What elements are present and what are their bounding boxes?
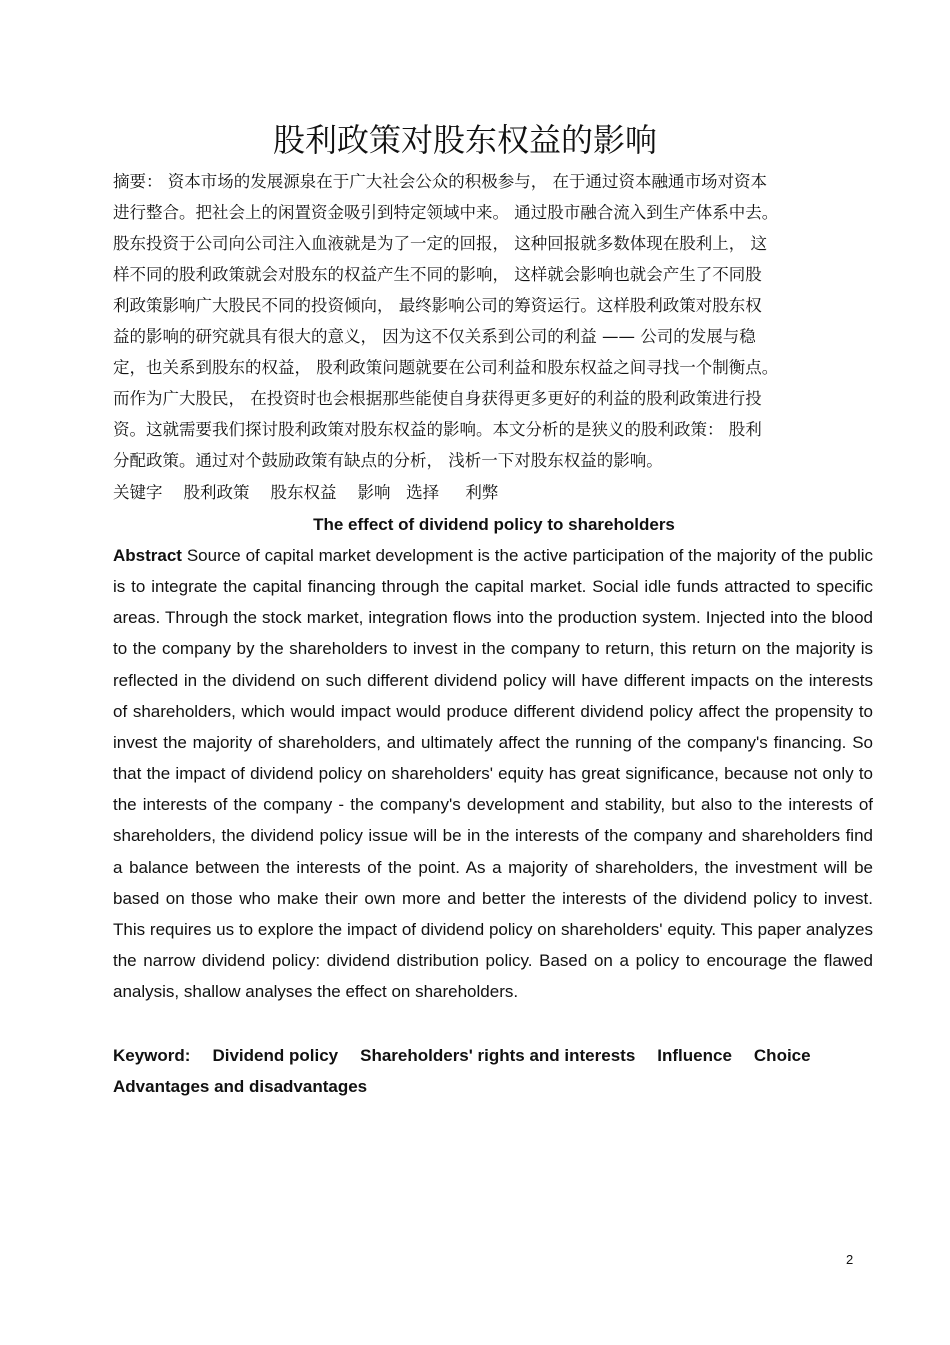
chinese-abstract-line: 定，也关系到股东的权益， 股利政策问题就要在公司利益和股东权益之间寻找一个制衡点。 <box>113 358 779 377</box>
chinese-abstract-line: 而作为广大股民， 在投资时也会根据那些能使自身获得更多更好的利益的股利政策进行投 <box>113 389 762 408</box>
abstract-label: Abstract <box>113 546 182 565</box>
chinese-abstract-line: 利政策影响广大股民不同的投资倾向， 最终影响公司的筹资运行。这样股利政策对股东权 <box>113 296 762 315</box>
keyword-label: Keyword: <box>113 1046 191 1065</box>
keyword-item: Choice <box>753 1046 811 1065</box>
chinese-abstract-line: 股东投资于公司向公司注入血液就是为了一定的回报， 这种回报就多数体现在股利上， 这 <box>113 234 767 253</box>
keyword-item: Advantages and disadvantages <box>113 1077 368 1096</box>
english-title: The effect of dividend policy to shareholders <box>313 515 675 534</box>
chinese-abstract-line: 益的影响的研究就具有很大的意义， 因为这不仅关系到公司的利益 —— 公司的发展与稳 <box>113 327 756 346</box>
keyword-item: Dividend policy <box>212 1046 339 1065</box>
page-number: 2 <box>846 1252 854 1267</box>
chinese-abstract <box>113 166 873 476</box>
chinese-abstract-line: 分配政策。通过对个鼓励政策有缺点的分析， 浅析一下对股东权益的影响。 <box>113 451 663 470</box>
keyword-item: Shareholders' rights and interests <box>360 1046 636 1065</box>
chinese-title: 股利政策对股东权益的影响 <box>272 121 657 159</box>
chinese-abstract-line: 摘要： 资本市场的发展源泉在于广大社会公众的积极参与， 在于通过资本融通市场对资本 <box>113 172 767 191</box>
keyword-item: Influence <box>657 1046 732 1065</box>
english-keywords <box>113 1040 873 1102</box>
abstract-text: Source of capital market development is the active participation of the majority of the public is to integrate the capital financing through the capital market. Social idle funds attracted to specific areas. Through the stock market, integration flows into the production system. Injected into the blood to the company by the shareholders to invest in the company to return, this return on the majority is reflected in the dividend on such different dividend policy will have different impacts on the interests of shareholders, which would impact would produce different dividend policy affect the propensity to invest the majority of shareholders, and ultimately affect the running of the company's financing. So that the impact of dividend policy on shareholders' equity has great significance, because not only to the interests of the company - the company's development and stability, but also to the interests of shareholders, the dividend policy issue will be in the interests of the company and shareholders find a balance between the interests of the point. As a majority of shareholders, the investment will be based on those who make their own more and better the interests of the dividend policy to invest. This requires us to explore the impact of dividend policy on shareholders' equity. This paper analyzes the narrow dividend policy: dividend distribution policy. Based on a policy to encourage the flawed analysis, shallow analyses the effect on shareholders. <box>113 546 873 1002</box>
english-abstract <box>113 540 873 1007</box>
chinese-keywords: 关键字 股利政策 股东权益 影响 选择 利弊 <box>113 483 499 502</box>
chinese-abstract-line: 资。这就需要我们探讨股利政策对股东权益的影响。本文分析的是狭义的股利政策： 股利 <box>113 420 762 439</box>
chinese-abstract-line: 样不同的股利政策就会对股东的权益产生不同的影响， 这样就会影响也就会产生了不同股 <box>113 265 762 284</box>
chinese-abstract-line: 进行整合。把社会上的闲置资金吸引到特定领域中来。 通过股市融合流入到生产体系中去。 <box>113 203 779 222</box>
